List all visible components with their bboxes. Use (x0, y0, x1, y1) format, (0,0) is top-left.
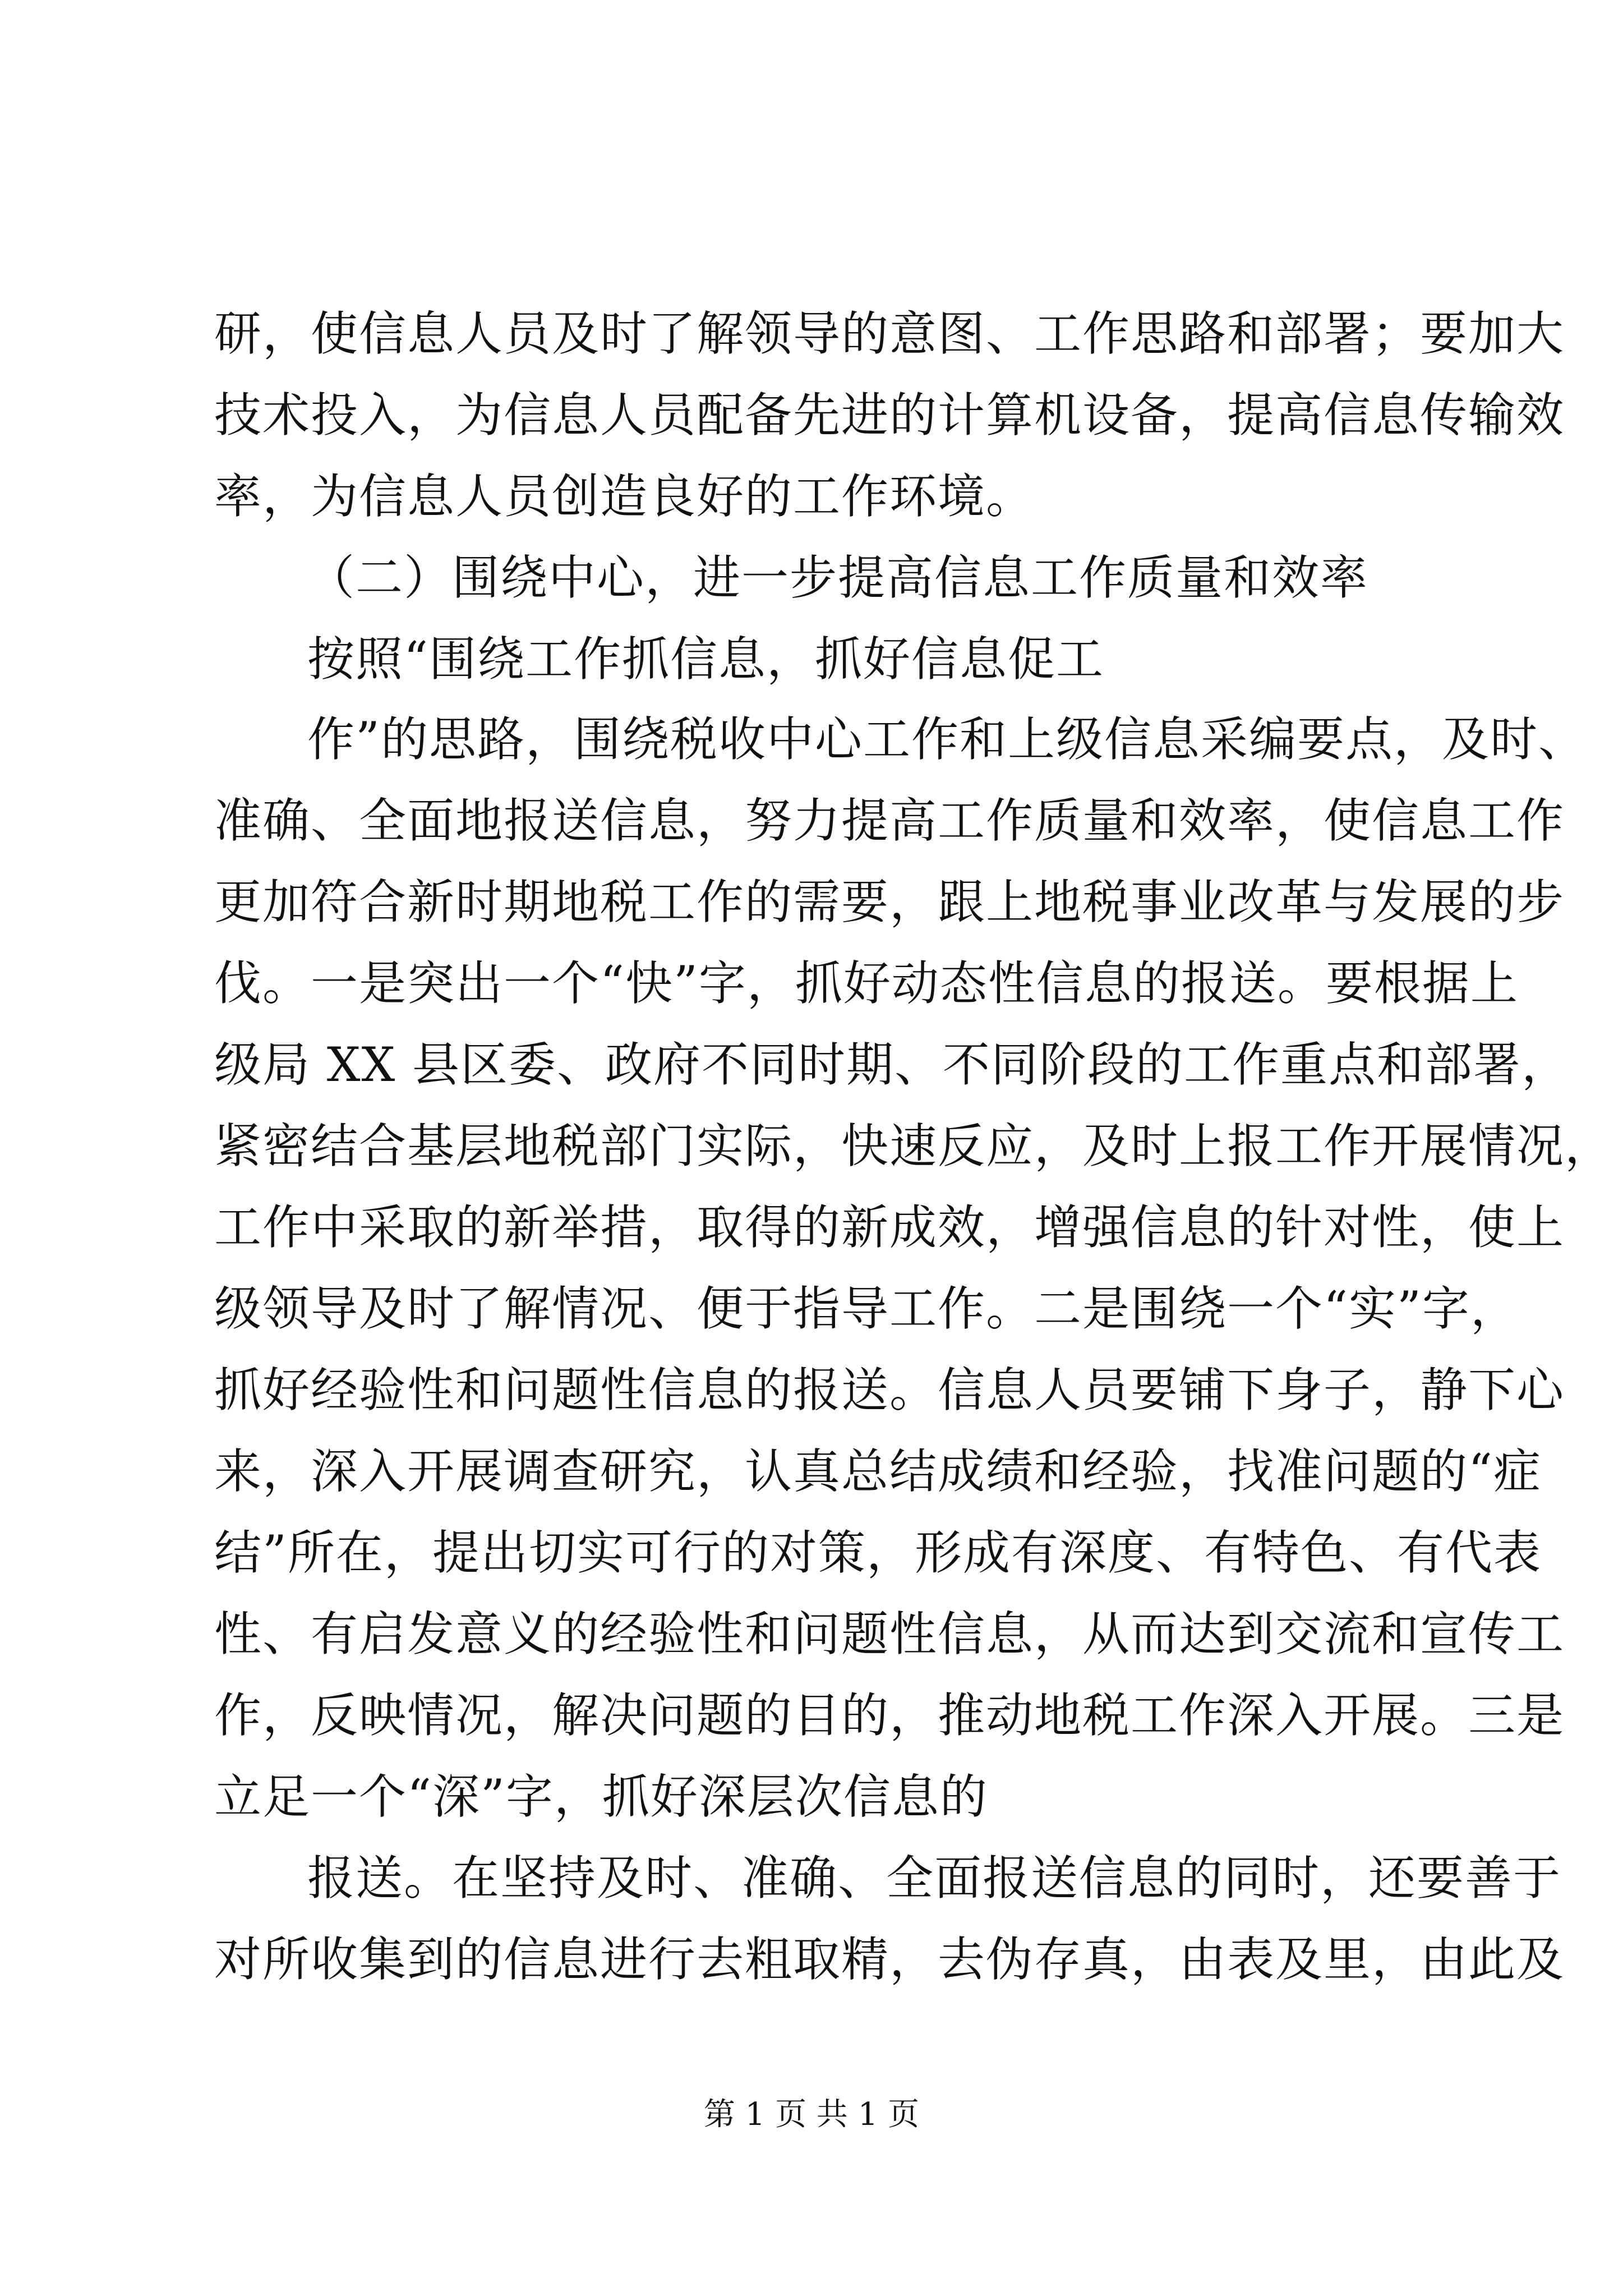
body-text-line: 工作中采取的新举措，取得的新成效，增强信息的针对性，使上 (214, 1200, 1565, 1255)
body-text-line: 立足一个“深”字，抓好深层次信息的 (214, 1769, 988, 1824)
body-text-line: 作”的思路，围绕税收中心工作和上级信息采编要点，及时、 (307, 712, 1587, 767)
body-text-line: 报送。在坚持及时、准确、全面报送信息的同时，还要善于 (307, 1851, 1562, 1906)
body-text-line: 研，使信息人员及时了解领导的意图、工作思路和部署；要加大 (214, 306, 1565, 361)
body-text-line: 级局 XX 县区委、政府不同时期、不同阶段的工作重点和部署， (214, 1037, 1570, 1092)
section-heading: （二）围绕中心，进一步提高信息工作质量和效率 (307, 550, 1369, 605)
body-text-line: 率，为信息人员创造良好的工作环境。 (214, 469, 1035, 524)
page-footer: 第 1 页 共 1 页 (703, 2096, 920, 2133)
body-text-line: 性、有启发意义的经验性和问题性信息，从而达到交流和宣传工 (214, 1607, 1565, 1662)
body-text-line: 结”所在，提出切实可行的对策，形成有深度、有特色、有代表 (214, 1525, 1542, 1580)
body-text-line: 来，深入开展调查研究，认真总结成绩和经验，找准问题的“症 (214, 1444, 1542, 1499)
body-text-line: 紧密结合基层地税部门实际，快速反应，及时上报工作开展情况， (214, 1119, 1613, 1174)
body-text-line: 级领导及时了解情况、便于指导工作。二是围绕一个“实”字， (214, 1281, 1519, 1336)
body-text-line: 技术投入，为信息人员配备先进的计算机设备，提高信息传输效 (214, 388, 1565, 443)
body-text-line: 准确、全面地报送信息，努力提高工作质量和效率，使信息工作 (214, 793, 1565, 848)
body-text-line: 更加符合新时期地税工作的需要，跟上地税事业改革与发展的步 (214, 875, 1565, 930)
body-text-line: 作，反映情况，解决问题的目的，推动地税工作深入开展。三是 (214, 1688, 1565, 1743)
body-text-line: 伐。一是突出一个“快”字，抓好动态性信息的报送。要根据上 (214, 956, 1519, 1011)
body-text-line: 对所收集到的信息进行去粗取精，去伪存真，由表及里，由此及 (214, 1932, 1565, 1987)
body-text-line: 按照“围绕工作抓信息，抓好信息促工 (307, 632, 1104, 687)
body-text-line: 抓好经验性和问题性信息的报送。信息人员要铺下身子，静下心 (214, 1363, 1565, 1418)
